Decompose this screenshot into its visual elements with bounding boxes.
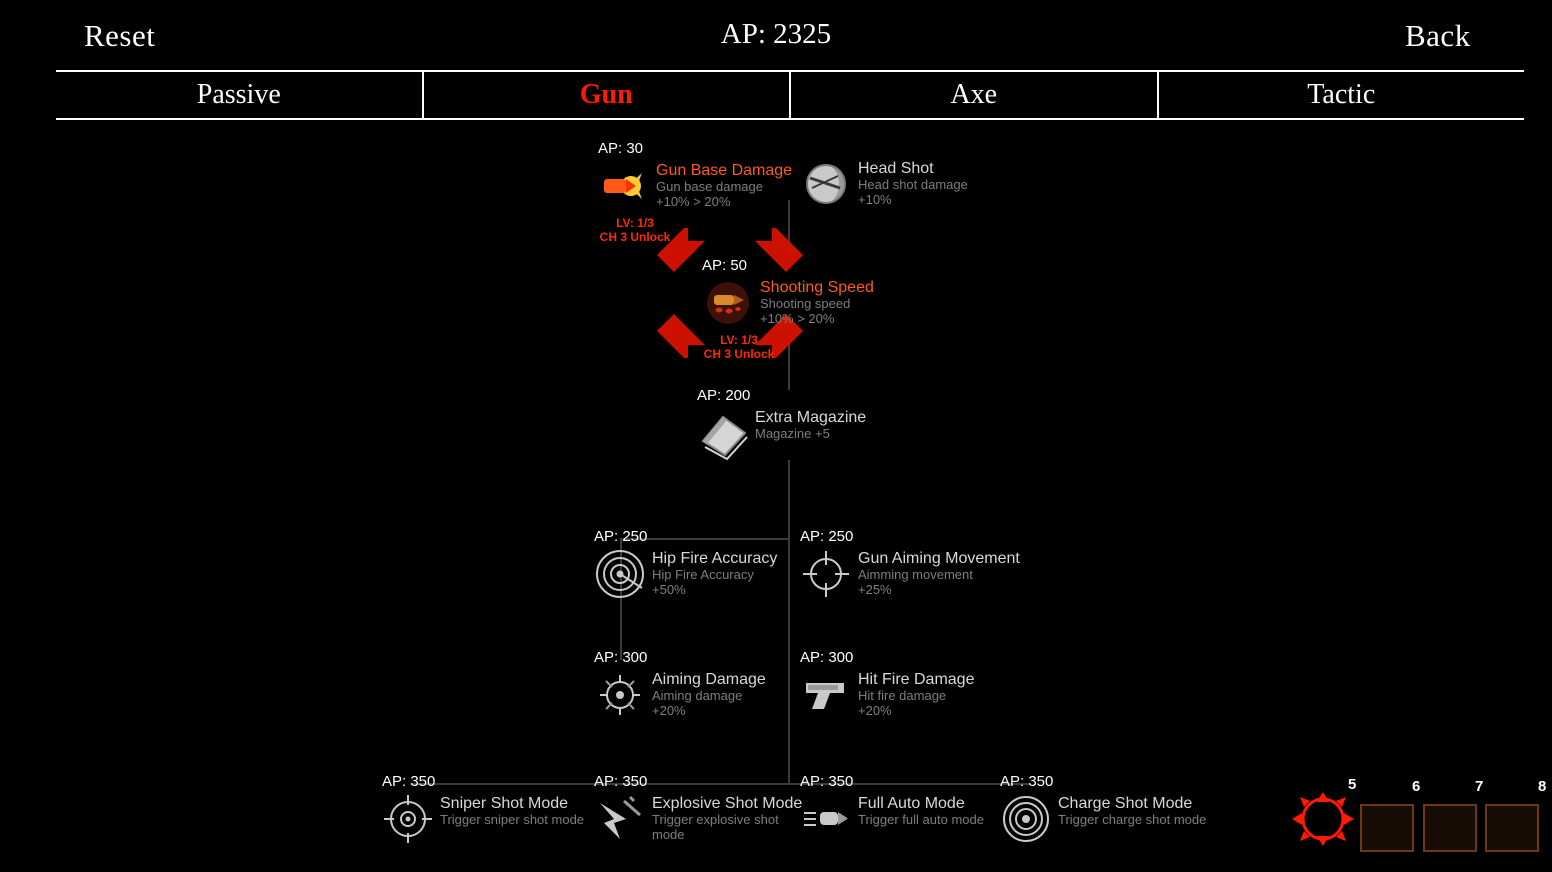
skill-title: Extra Magazine [755,409,867,426]
category-tabs [56,70,1524,120]
sniper-scope-icon [382,793,434,845]
skill-title: Hip Fire Accuracy [652,550,778,567]
skill-desc: Gun base damage +10% > 20% [656,179,763,209]
skill-cost: AP: 300 [594,649,648,666]
skill-node-explosive-shot-mode[interactable] [594,773,802,845]
skill-unlock-requirement: CH 3 Unlock [703,347,775,361]
skill-desc: Aiming damage +20% [652,688,743,718]
skill-level: LV: 1/3 [720,333,758,347]
connector-line [788,660,790,784]
skill-node-extra-magazine[interactable] [697,387,866,459]
skill-node-aiming-damage[interactable] [594,649,766,721]
tab-passive[interactable]: Passive [56,72,424,118]
pistol-icon [800,669,852,721]
tab-axe[interactable]: Axe [791,72,1159,118]
skill-title: Sniper Shot Mode [440,795,569,812]
skill-cost: AP: 250 [594,528,648,545]
skill-title: Gun Aiming Movement [858,550,1020,567]
ap-total-label: AP: 2325 [720,18,832,50]
skill-node-hit-fire-damage[interactable] [800,649,974,721]
skill-title: Shooting Speed [760,279,874,296]
skill-cost: AP: 50 [702,257,748,274]
skill-unlock-requirement: CH 3 Unlock [599,230,671,244]
skill-node-full-auto-mode[interactable] [800,773,984,845]
skill-node-gun-aiming-movement[interactable] [800,528,1020,600]
chapter-slot-5-active[interactable] [1286,788,1360,850]
skill-cost: AP: 350 [382,773,436,790]
skill-desc: Aimming movement +25% [858,567,973,597]
chapter-number-5: 5 [1348,776,1357,793]
skill-title: Hit Fire Damage [858,671,975,688]
crosshair-icon [800,548,852,600]
hip-fire-accuracy-icon [594,548,646,600]
skill-node-sniper-shot-mode[interactable] [382,773,584,845]
chapter-slot-8[interactable] [1485,804,1539,852]
aiming-damage-icon [594,669,646,721]
skill-title: Charge Shot Mode [1058,795,1193,812]
skill-node-head-shot[interactable] [800,158,968,210]
skill-desc: Trigger sniper shot mode [440,812,585,827]
skill-desc: Shooting speed +10% > 20% [760,296,851,326]
skill-title: Gun Base Damage [656,162,793,179]
skill-title: Head Shot [858,160,934,177]
chapter-slot-7[interactable] [1423,804,1477,852]
head-shot-icon [800,158,852,210]
back-button[interactable]: Back [1405,18,1471,53]
top-bar [0,0,1552,72]
skill-title: Full Auto Mode [858,795,965,812]
chapter-number-6: 6 [1412,778,1421,795]
skill-cost: AP: 350 [800,773,854,790]
bullet-flash-icon [598,160,650,212]
skill-desc: Trigger charge shot mode [1058,812,1207,827]
explosive-shot-icon [594,793,646,845]
chapter-number-8: 8 [1538,778,1547,795]
skill-desc: Hip Fire Accuracy +50% [652,567,754,597]
tab-tactic[interactable]: Tactic [1307,79,1376,110]
skill-cost: AP: 200 [697,387,751,404]
connector-line [788,460,790,540]
full-auto-icon [800,793,852,845]
magazine-icon [697,407,749,459]
connector-line [788,538,790,660]
skill-node-charge-shot-mode[interactable] [1000,773,1206,845]
tab-gun[interactable]: Gun [424,72,792,118]
skill-cost: AP: 350 [594,773,648,790]
skill-level: LV: 1/3 [616,216,654,230]
skill-desc: Magazine +5 [755,426,830,441]
skill-desc: Trigger explosive shot mode [652,812,779,842]
skill-title: Aiming Damage [652,671,766,688]
chapter-number-7: 7 [1475,778,1484,795]
skill-desc: Hit fire damage +20% [858,688,947,718]
skill-title: Explosive Shot Mode [652,795,803,812]
reset-button[interactable]: Reset [84,18,156,53]
charge-shot-icon [1000,793,1052,845]
skill-node-hip-fire-accuracy[interactable] [594,528,777,600]
skill-cost: AP: 30 [598,140,644,157]
chapter-slot-6[interactable] [1360,804,1414,852]
skill-cost: AP: 350 [1000,773,1054,790]
skill-cost: AP: 300 [800,649,854,666]
skill-desc: Head shot damage +10% [858,177,968,207]
shooting-speed-icon [702,277,754,329]
skill-desc: Trigger full auto mode [858,812,984,827]
skill-cost: AP: 250 [800,528,854,545]
skill-node-shooting-speed[interactable] [702,257,874,361]
